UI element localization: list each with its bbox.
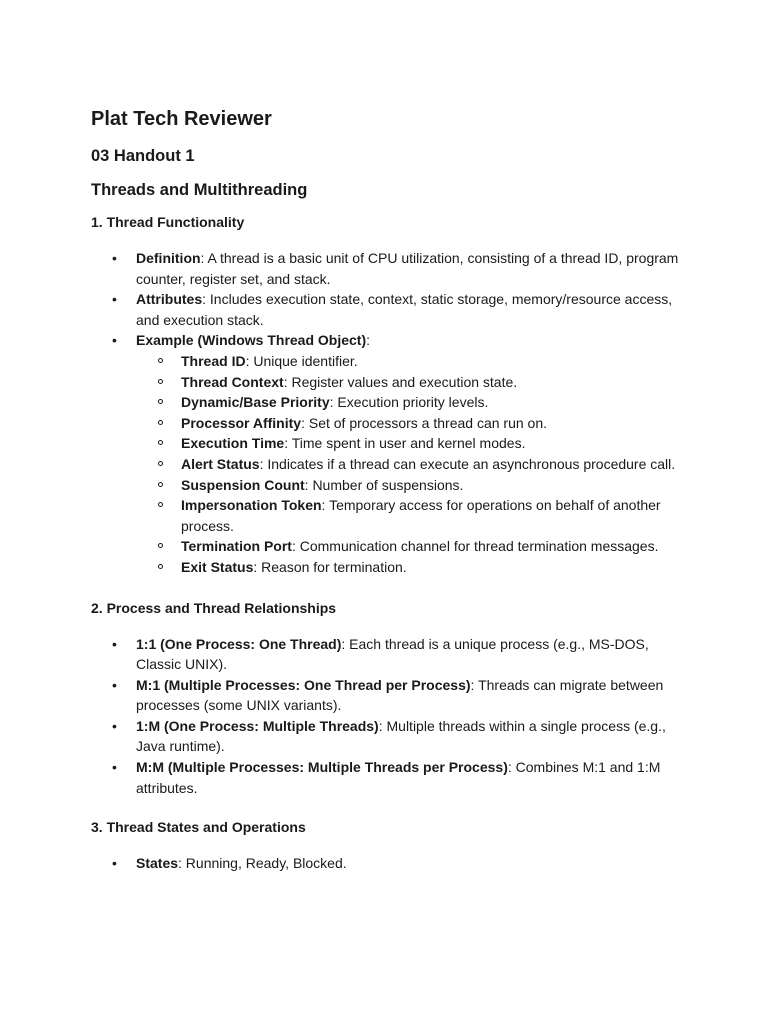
sub-list-item [181, 495, 688, 536]
document-title: Plat Tech Reviewer [91, 108, 272, 130]
section-heading: 3. Thread States and Operations [91, 819, 306, 836]
list-item [112, 853, 688, 874]
bullet-icon: • [112, 250, 117, 266]
item-text: : Communication channel for thread termination messages. [291, 538, 659, 555]
list-item [112, 634, 688, 675]
bullet-list [91, 634, 688, 799]
bullet-list [91, 248, 688, 578]
section-thread-states-operations [91, 817, 688, 874]
item-text: : Register values and execution state. [283, 373, 518, 390]
item-term: Exit Status [181, 558, 254, 575]
bullet-icon: • [112, 759, 117, 776]
section-heading: 1. Thread Functionality [91, 214, 245, 230]
circle-bullet-icon [158, 502, 163, 507]
section-heading: 2. Process and Thread Relationships [91, 599, 337, 616]
item-text: : Unique identifier. [245, 352, 358, 369]
item-text: : Set of processors a thread can run on. [301, 414, 547, 431]
item-term: Dynamic/Base Priority [181, 394, 330, 411]
item-text: : Each thread is a unique process (e.g., MS-DOS, Classic UNIX). [136, 635, 649, 673]
circle-bullet-icon [158, 420, 163, 425]
item-text: : Reason for termination. [253, 558, 407, 575]
item-text: : A thread is a basic unit of CPU utilization, consisting of a thread ID, program counter, register set, and stack. [136, 250, 679, 287]
circle-bullet-icon [158, 399, 163, 404]
item-text: : Threads can migrate between processes (some UNIX variants). [136, 676, 664, 714]
sub-list-item [181, 372, 688, 393]
sub-list-item [181, 351, 688, 372]
bullet-icon: • [112, 332, 117, 349]
item-term: Thread Context [181, 373, 284, 390]
item-term: Suspension Count [181, 476, 305, 493]
list-item [112, 716, 688, 757]
list-item [112, 330, 688, 577]
item-text: : [366, 332, 371, 349]
sub-list-item [181, 454, 688, 475]
sub-list-item [181, 536, 688, 557]
item-term: 1:M (One Process: Multiple Threads) [136, 717, 379, 734]
item-term: Impersonation Token [181, 497, 322, 514]
item-term: 1:1 (One Process: One Thread) [136, 635, 342, 652]
item-term: Definition [136, 250, 201, 266]
item-term: Processor Affinity [181, 414, 302, 431]
item-term: States [136, 855, 179, 872]
topic-heading: Threads and Multithreading [91, 181, 308, 199]
bullet-icon: • [112, 855, 117, 872]
sub-list-item [181, 433, 688, 454]
circle-bullet-icon [158, 358, 163, 363]
sub-list-item [181, 413, 688, 434]
item-term: M:M (Multiple Processes: Multiple Threads per Process) [136, 759, 508, 776]
item-term: Thread ID [181, 352, 246, 369]
list-item [112, 757, 688, 798]
item-text: : Multiple threads within a single process (e.g., Java runtime). [136, 717, 666, 755]
item-text: : Includes execution state, context, static storage, memory/resource access, and execution stack. [136, 291, 673, 328]
item-text: : Execution priority levels. [329, 394, 489, 411]
item-text: : Combines M:1 and 1:M attributes. [136, 759, 661, 796]
item-term: Execution Time [181, 435, 285, 452]
bullet-list [91, 853, 688, 874]
list-item [112, 675, 688, 716]
item-text: : Time spent in user and kernel modes. [284, 435, 526, 452]
section-thread-functionality [91, 212, 688, 578]
item-text: : Temporary access for operations on behalf of another process. [181, 497, 661, 534]
list-item [112, 289, 688, 330]
circle-bullet-icon [158, 461, 163, 466]
item-term: Attributes [136, 291, 203, 308]
bullet-icon: • [112, 291, 117, 308]
circle-bullet-icon [158, 543, 163, 548]
item-text: : Number of suspensions. [304, 476, 464, 493]
item-text: : Running, Ready, Blocked. [178, 855, 347, 872]
bullet-icon: • [112, 676, 117, 693]
item-term: Termination Port [181, 538, 292, 555]
circle-bullet-icon [158, 440, 163, 445]
sub-list [136, 351, 688, 578]
bullet-icon: • [112, 635, 117, 652]
item-term: M:1 (Multiple Processes: One Thread per Process) [136, 676, 471, 693]
handout-label: 03 Handout 1 [91, 147, 195, 165]
bullet-icon: • [112, 717, 117, 734]
sub-list-item [181, 392, 688, 413]
sub-list-item [181, 557, 688, 578]
list-item [112, 248, 688, 289]
item-text: : Indicates if a thread can execute an asynchronous procedure call. [259, 455, 676, 472]
sub-list-item [181, 475, 688, 496]
circle-bullet-icon [158, 564, 163, 569]
item-term: Alert Status [181, 455, 260, 472]
section-process-thread-relationships [91, 598, 688, 799]
circle-bullet-icon [158, 482, 163, 487]
circle-bullet-icon [158, 379, 163, 384]
item-term: Example (Windows Thread Object) [136, 332, 367, 349]
